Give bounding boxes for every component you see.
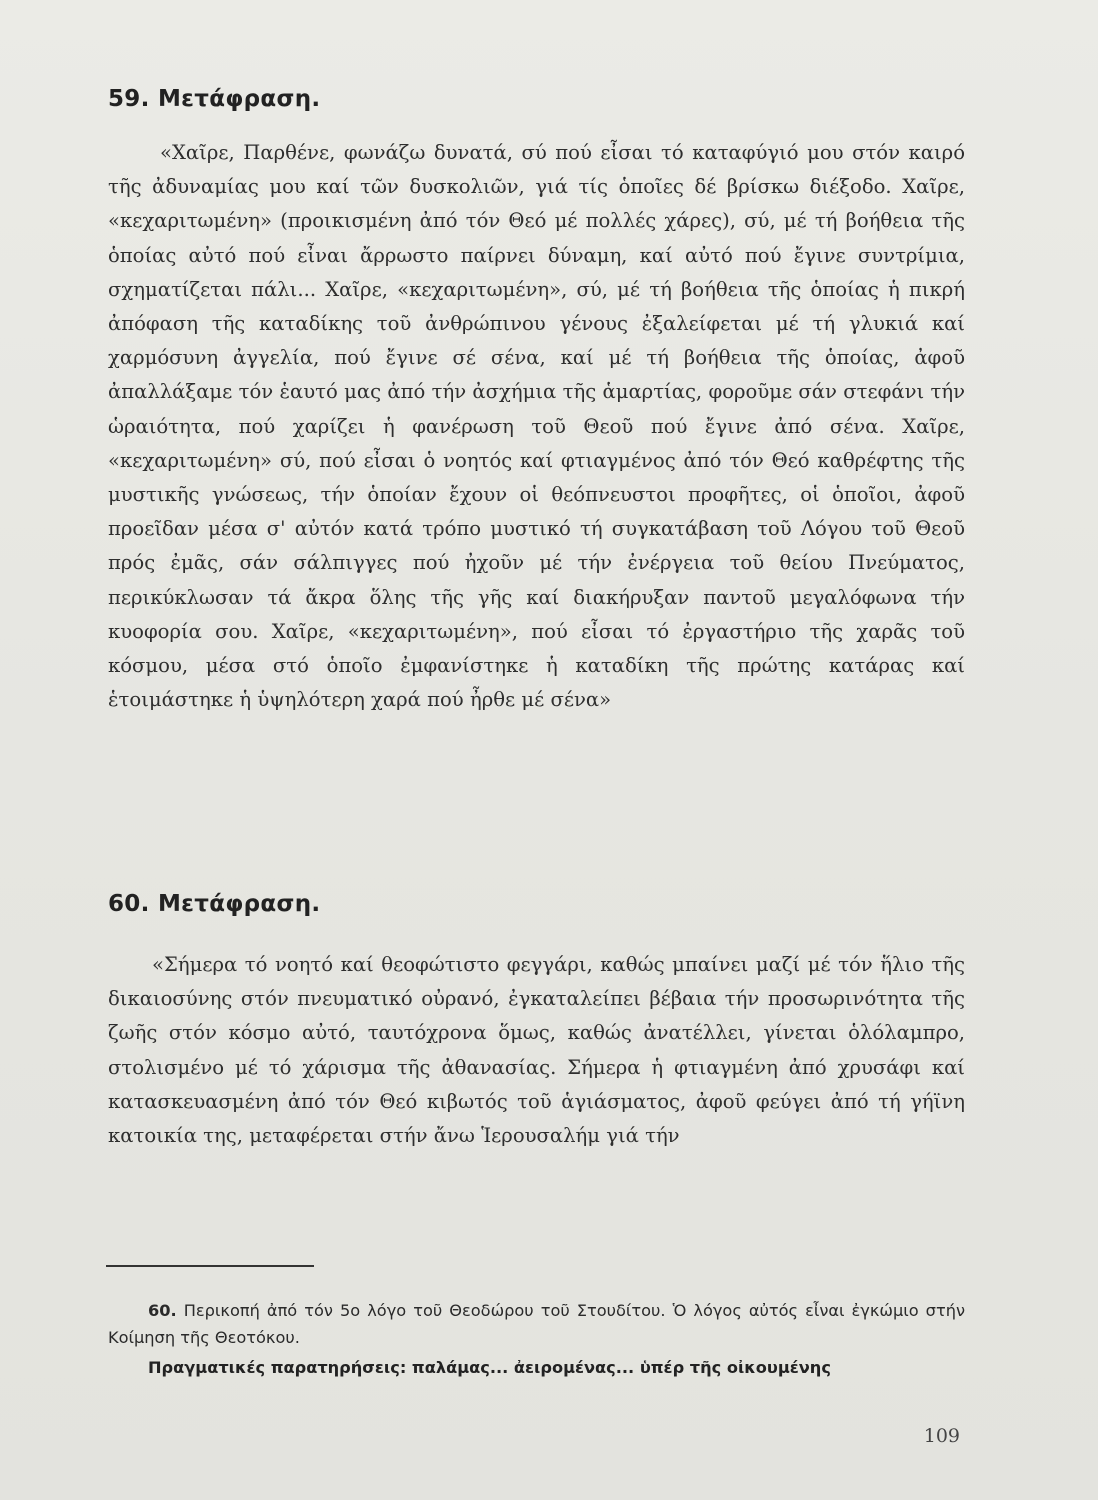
footnote-number: 60. [148, 1301, 177, 1320]
factual-remarks: Πραγματικές παρατηρήσεις: παλάμας... ἀειρομένας... ὑπέρ τῆς οἰκουμένης [148, 1358, 831, 1377]
section-59-heading: 59. Μετάφραση. [108, 86, 321, 112]
page-number: 109 [923, 1425, 960, 1447]
footnote [108, 1297, 965, 1351]
section-59-paragraph: «Χαῖρε, Παρθένε, φωνάζω δυνατά, σύ πού εἶσαι τό καταφύγιό μου στόν καιρό τῆς ἀδυναμίας μου καί τῶν δυσκολιῶν, γιά τίς ὁποῖες δέ βρίσκω διέξοδο. Χαῖρε, «κεχαριτωμένη» (προικισμένη ἀπό τόν Θεό μέ πολλές χάρες), σύ, μέ τή βοήθεια τῆς ὁποίας αὐτό πού εἶναι ἄρρωστο παίρνει δύναμη, καί αὐτό πού ἔγινε συντρίμια, σχηματίζεται πάλι... Χαῖρε, «κεχαριτωμένη», σύ, μέ τή βοήθεια τῆς ὁποίας ἡ πικρή ἀπόφαση τῆς καταδίκης τοῦ ἀνθρώπινου γένους ἐξαλείφεται μέ τή γλυκιά καί χαρμόσυνη ἀγγελία, πού ἔγινε σέ σένα, καί μέ τή βοήθεια τῆς ὁποίας, ἀφοῦ ἀπαλλάξαμε τόν ἑαυτό μας ἀπό τήν ἀσχήμια τῆς ἁμαρτίας, φοροῦμε σάν στεφάνι τήν ὡραιότητα, πού χαρίζει ἡ φανέρωση τοῦ Θεοῦ πού ἔγινε ἀπό σένα. Χαῖρε, «κεχαριτωμένη» σύ, πού εἶσαι ὁ νοητός καί φτιαγμένος ἀπό τόν Θεό καθρέφτης τῆς μυστικῆς γνώσεως, τήν ὁποίαν ἔχουν οἱ θεόπνευστοι προφῆτες, οἱ ὁποῖοι, ἀφοῦ προεῖδαν μέσα σ' αὐτόν κατά τρόπο μυστικό τή συγκατάβαση τοῦ Λόγου τοῦ Θεοῦ πρός ἐμᾶς, σάν σάλπιγγες πού ἠχοῦν μέ τήν ἐνέργεια τοῦ θείου Πνεύματος, περικύκλωσαν τά ἄκρα ὅλης τῆς γῆς καί διακήρυξαν παντοῦ μεγαλόφωνα τήν κυοφορία σου. Χαῖρε, «κεχαριτωμένη», πού εἶσαι τό ἐργαστήριο τῆς χαρᾶς τοῦ κόσμου, μέσα στό ὁποῖο ἐμφανίστηκε ἡ καταδίκη τῆς πρώτης κατάρας καί ἑτοιμάστηκε ἡ ὑψηλότερη χαρά πού ἦρθε μέ σένα» [108, 141, 965, 712]
footnote-text: Περικοπή ἀπό τόν 5ο λόγο τοῦ Θεοδώρου τοῦ Στουδίτου. Ὁ λόγος αὐτός εἶναι ἐγκώμιο στήν Κοίμηση τῆς Θεοτόκου. [108, 1301, 965, 1347]
section-60-paragraph: «Σήμερα τό νοητό καί θεοφώτιστο φεγγάρι, καθώς μπαίνει μαζί μέ τόν ἥλιο τῆς δικαιοσύνης στόν πνευματικό οὐρανό, ἐγκαταλείπει βέβαια τήν προσωρινότητα τῆς ζωῆς στόν κόσμο αὐτό, ταυτόχρονα ὅμως, καθώς ἀνατέλλει, γίνεται ὁλόλαμπρο, στολισμένο μέ τό χάρισμα τῆς ἀθανασίας. Σήμερα ἡ φτιαγμένη ἀπό χρυσάφι καί κατασκευασμένη ἀπό τόν Θεό κιβωτός τοῦ ἁγιάσματος, ἀφοῦ φεύγει ἀπό τή γήϊνη κατοικία της, μεταφέρεται στήν ἄνω Ἱερουσαλήμ γιά τήν [108, 953, 965, 1148]
footnote-divider [106, 1265, 314, 1267]
section-60-heading: 60. Μετάφραση. [108, 891, 321, 917]
